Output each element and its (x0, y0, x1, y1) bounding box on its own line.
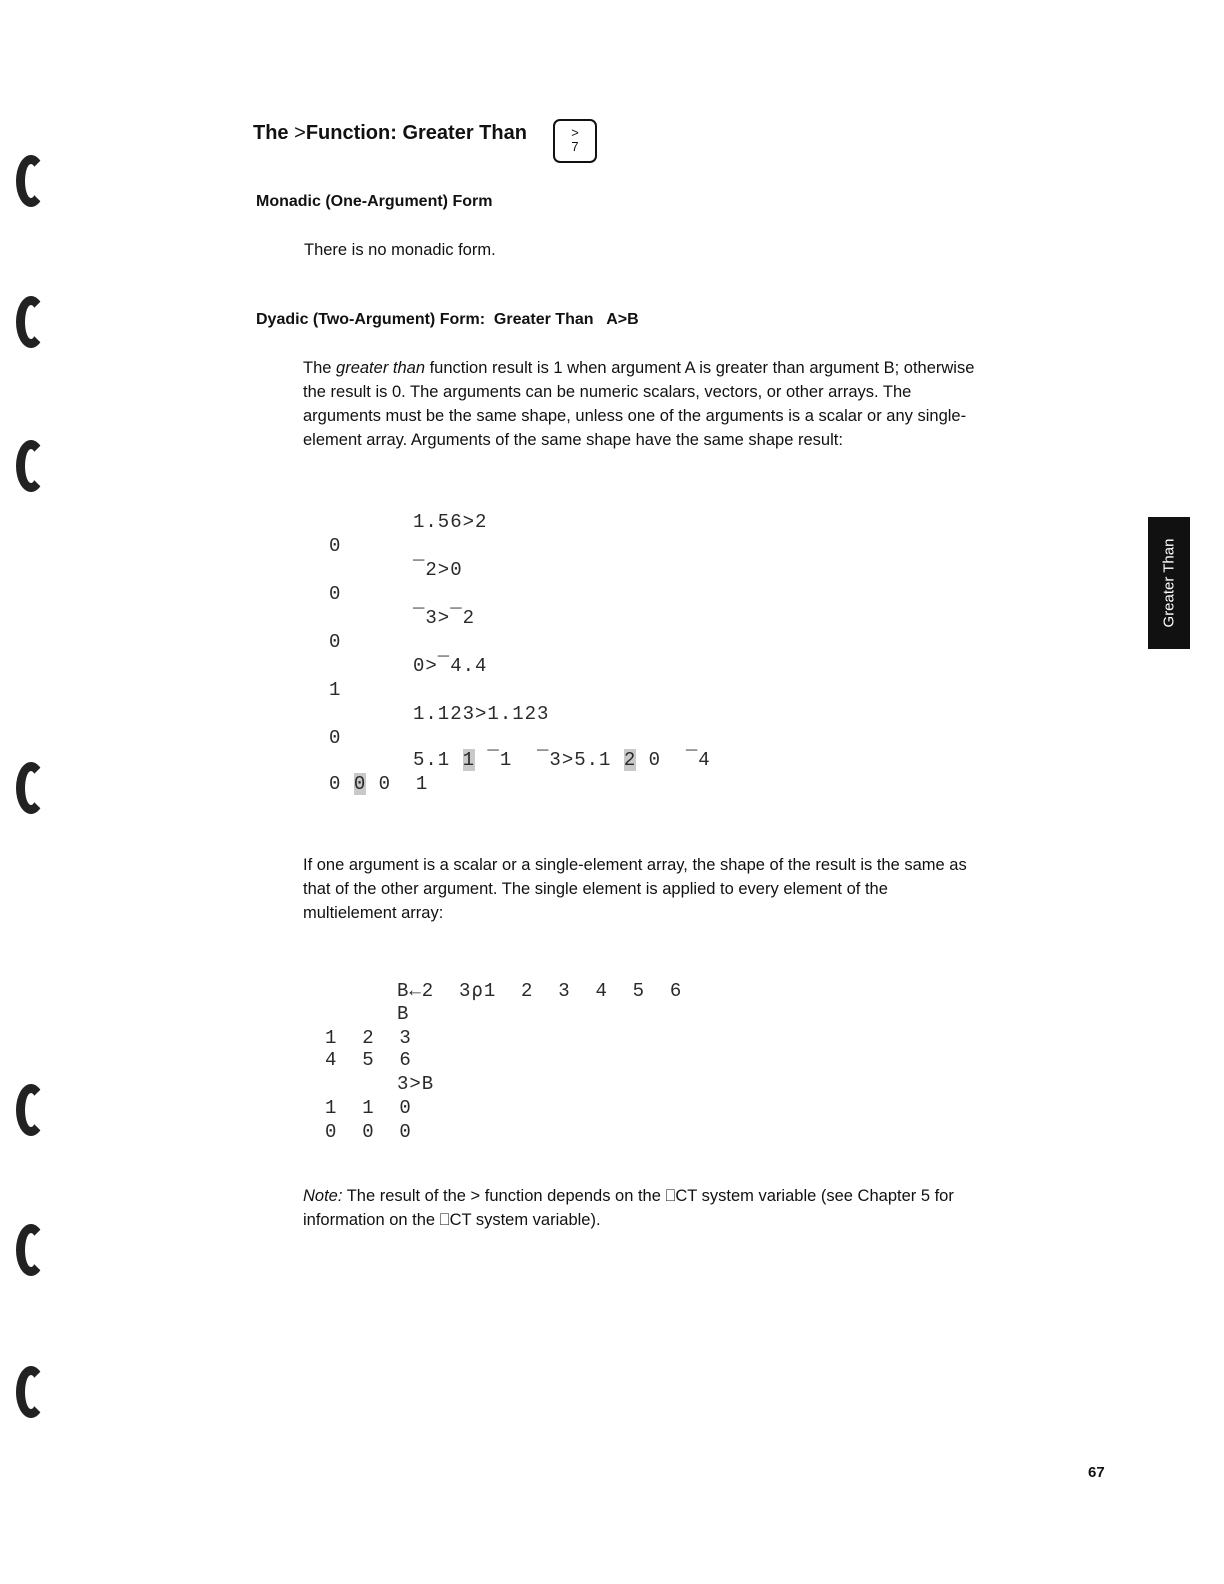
scalar-extension-paragraph: If one argument is a scalar or a single-element array, the shape of the result is the same as that of the other argument. The single element is applied to every element of the multielement array: (303, 856, 967, 922)
keycap-icon: > 7 (553, 119, 597, 163)
binder-hole-6 (16, 1224, 46, 1276)
page-title: The >Function: Greater Than (253, 122, 527, 144)
side-tab (1148, 517, 1190, 649)
note: Note: The result of the > function depends on the ⎕CT system variable (see Chapter 5 for information on the ⎕CT system variable). (303, 1187, 954, 1229)
monadic-text: There is no monadic form. (304, 241, 496, 259)
binder-hole-2 (16, 296, 46, 348)
result-row: 0 0 0 (325, 1121, 412, 1143)
example-display: B (397, 1003, 410, 1025)
example-result: 0 (329, 727, 342, 749)
dyadic-paragraph: The greater than function result is 1 when argument A is greater than argument B; otherwise the result is 0. The arguments can be numeric scalars, vectors, or other arrays. The arguments must be the same shape, unless one of the arguments is a scalar or any single-element array. Arguments of the same shape have the same shape result: (303, 359, 975, 449)
example-input: ¯3>¯2 (413, 607, 476, 629)
example-compare: 3>B (397, 1073, 435, 1095)
binder-hole-1 (16, 155, 46, 207)
binder-hole-7 (16, 1366, 46, 1418)
example-result: 0 (329, 583, 342, 605)
example-vector-result: 0 0 0 1 (329, 773, 429, 795)
example-input: 1.123>1.123 (413, 703, 550, 725)
dyadic-heading: Dyadic (Two-Argument) Form: Greater Than A>B (256, 311, 639, 328)
monadic-heading: Monadic (One-Argument) Form (256, 193, 493, 210)
example-assign: B←2 3⍴1 2 3 4 5 6 (397, 980, 683, 1002)
example-result: 0 (329, 535, 342, 557)
example-input: ¯2>0 (413, 559, 463, 581)
example-result: 1 (329, 679, 342, 701)
matrix-row: 4 5 6 (325, 1049, 412, 1071)
binder-hole-5 (16, 1084, 46, 1136)
page-number: 67 (1088, 1464, 1105, 1481)
example-input: 0>¯4.4 (413, 655, 488, 677)
example-input: 1.56>2 (413, 511, 488, 533)
binder-hole-4 (16, 762, 46, 814)
example-result: 0 (329, 631, 342, 653)
result-row: 1 1 0 (325, 1097, 412, 1119)
example-vector-input: 5.1 1 ¯1 ¯3>5.1 2 0 ¯4 (413, 749, 711, 771)
binder-hole-3 (16, 440, 46, 492)
matrix-row: 1 2 3 (325, 1027, 412, 1049)
side-tab-label: Greater Than (1160, 538, 1178, 628)
